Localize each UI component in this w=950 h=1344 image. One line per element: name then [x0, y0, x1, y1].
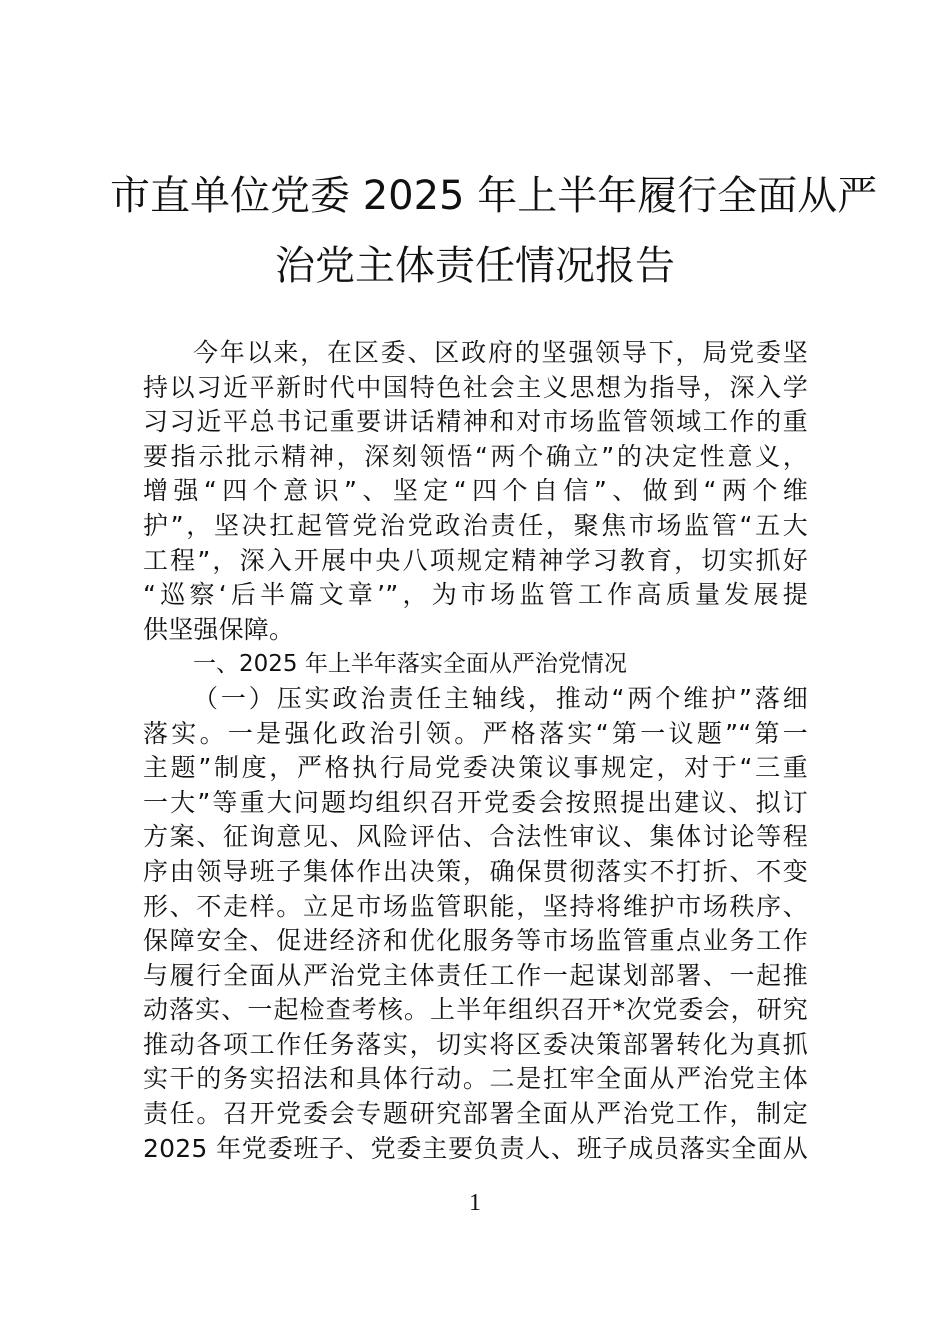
text-line: 与履行全面从严治党主体责任工作一起谋划部署、一起推	[143, 960, 808, 990]
page-number: 1	[469, 1190, 481, 1216]
text-line: 动落实、一起检查考核。上半年组织召开*次党委会，研究	[143, 995, 808, 1025]
paragraph-section-one	[143, 682, 808, 1166]
text-line: 一大”等重大问题均组织召开党委会按照提出建议、拟订	[143, 787, 808, 817]
text-line: 工程”，深入开展中央八项规定精神学习教育，切实抓好	[143, 545, 808, 575]
text-line: 护”，坚决扛起管党治党政治责任，聚焦市场监管“五大	[143, 510, 808, 540]
text-line: 落实。一是强化政治引领。严格落实“第一议题”“第一	[143, 718, 808, 748]
text-line: “巡察‘后半篇文章’”，为市场监管工作高质量发展提	[143, 580, 808, 610]
text-line: 供坚强保障。	[143, 614, 295, 644]
document-body	[143, 336, 808, 1166]
text-line: 形、不走样。立足市场监管职能，坚持将维护市场秩序、	[143, 891, 808, 921]
text-line: 序由领导班子集体作出决策，确保贯彻落实不打折、不变	[143, 856, 808, 886]
text-line: （一）压实政治责任主轴线，推动“两个维护”落细	[193, 683, 808, 713]
section-heading: 一、2025 年上半年落实全面从严治党情况	[193, 651, 627, 678]
text-line: 习习近平总书记重要讲话精神和对市场监管领域工作的重	[143, 407, 808, 437]
text-line: 今年以来，在区委、区政府的坚强领导下，局党委坚	[193, 338, 808, 367]
text-line: 主题”制度，严格执行局党委决策议事规定，对于“三重	[143, 753, 808, 783]
text-line: 方案、征询意见、风险评估、合法性审议、集体讨论等程	[143, 822, 808, 852]
document-title-line-2: 治党主体责任情况报告	[275, 243, 675, 289]
text-line: 要指示批示精神，深刻领悟“两个确立”的决定性意义，	[143, 441, 808, 471]
text-line: 保障安全、促进经济和优化服务等市场监管重点业务工作	[143, 926, 808, 956]
text-line: 推动各项工作任务落实，切实将区委决策部署转化为真抓	[143, 1029, 808, 1059]
text-line: 实干的务实招法和具体行动。二是扛牢全面从严治党主体	[143, 1064, 808, 1094]
text-line: 2025 年党委班子、党委主要负责人、班子成员落实全面从	[143, 1133, 808, 1163]
document-title-line-1: 市直单位党委 2025 年上半年履行全面从严	[110, 173, 878, 219]
paragraph-intro	[143, 336, 808, 647]
text-line: 持以习近平新时代中国特色社会主义思想为指导，深入学	[143, 372, 808, 402]
text-line: 增强“四个意识”、坚定“四个自信”、做到“两个维	[143, 476, 808, 506]
text-line: 责任。召开党委会专题研究部署全面从严治党工作，制定	[143, 1099, 808, 1129]
